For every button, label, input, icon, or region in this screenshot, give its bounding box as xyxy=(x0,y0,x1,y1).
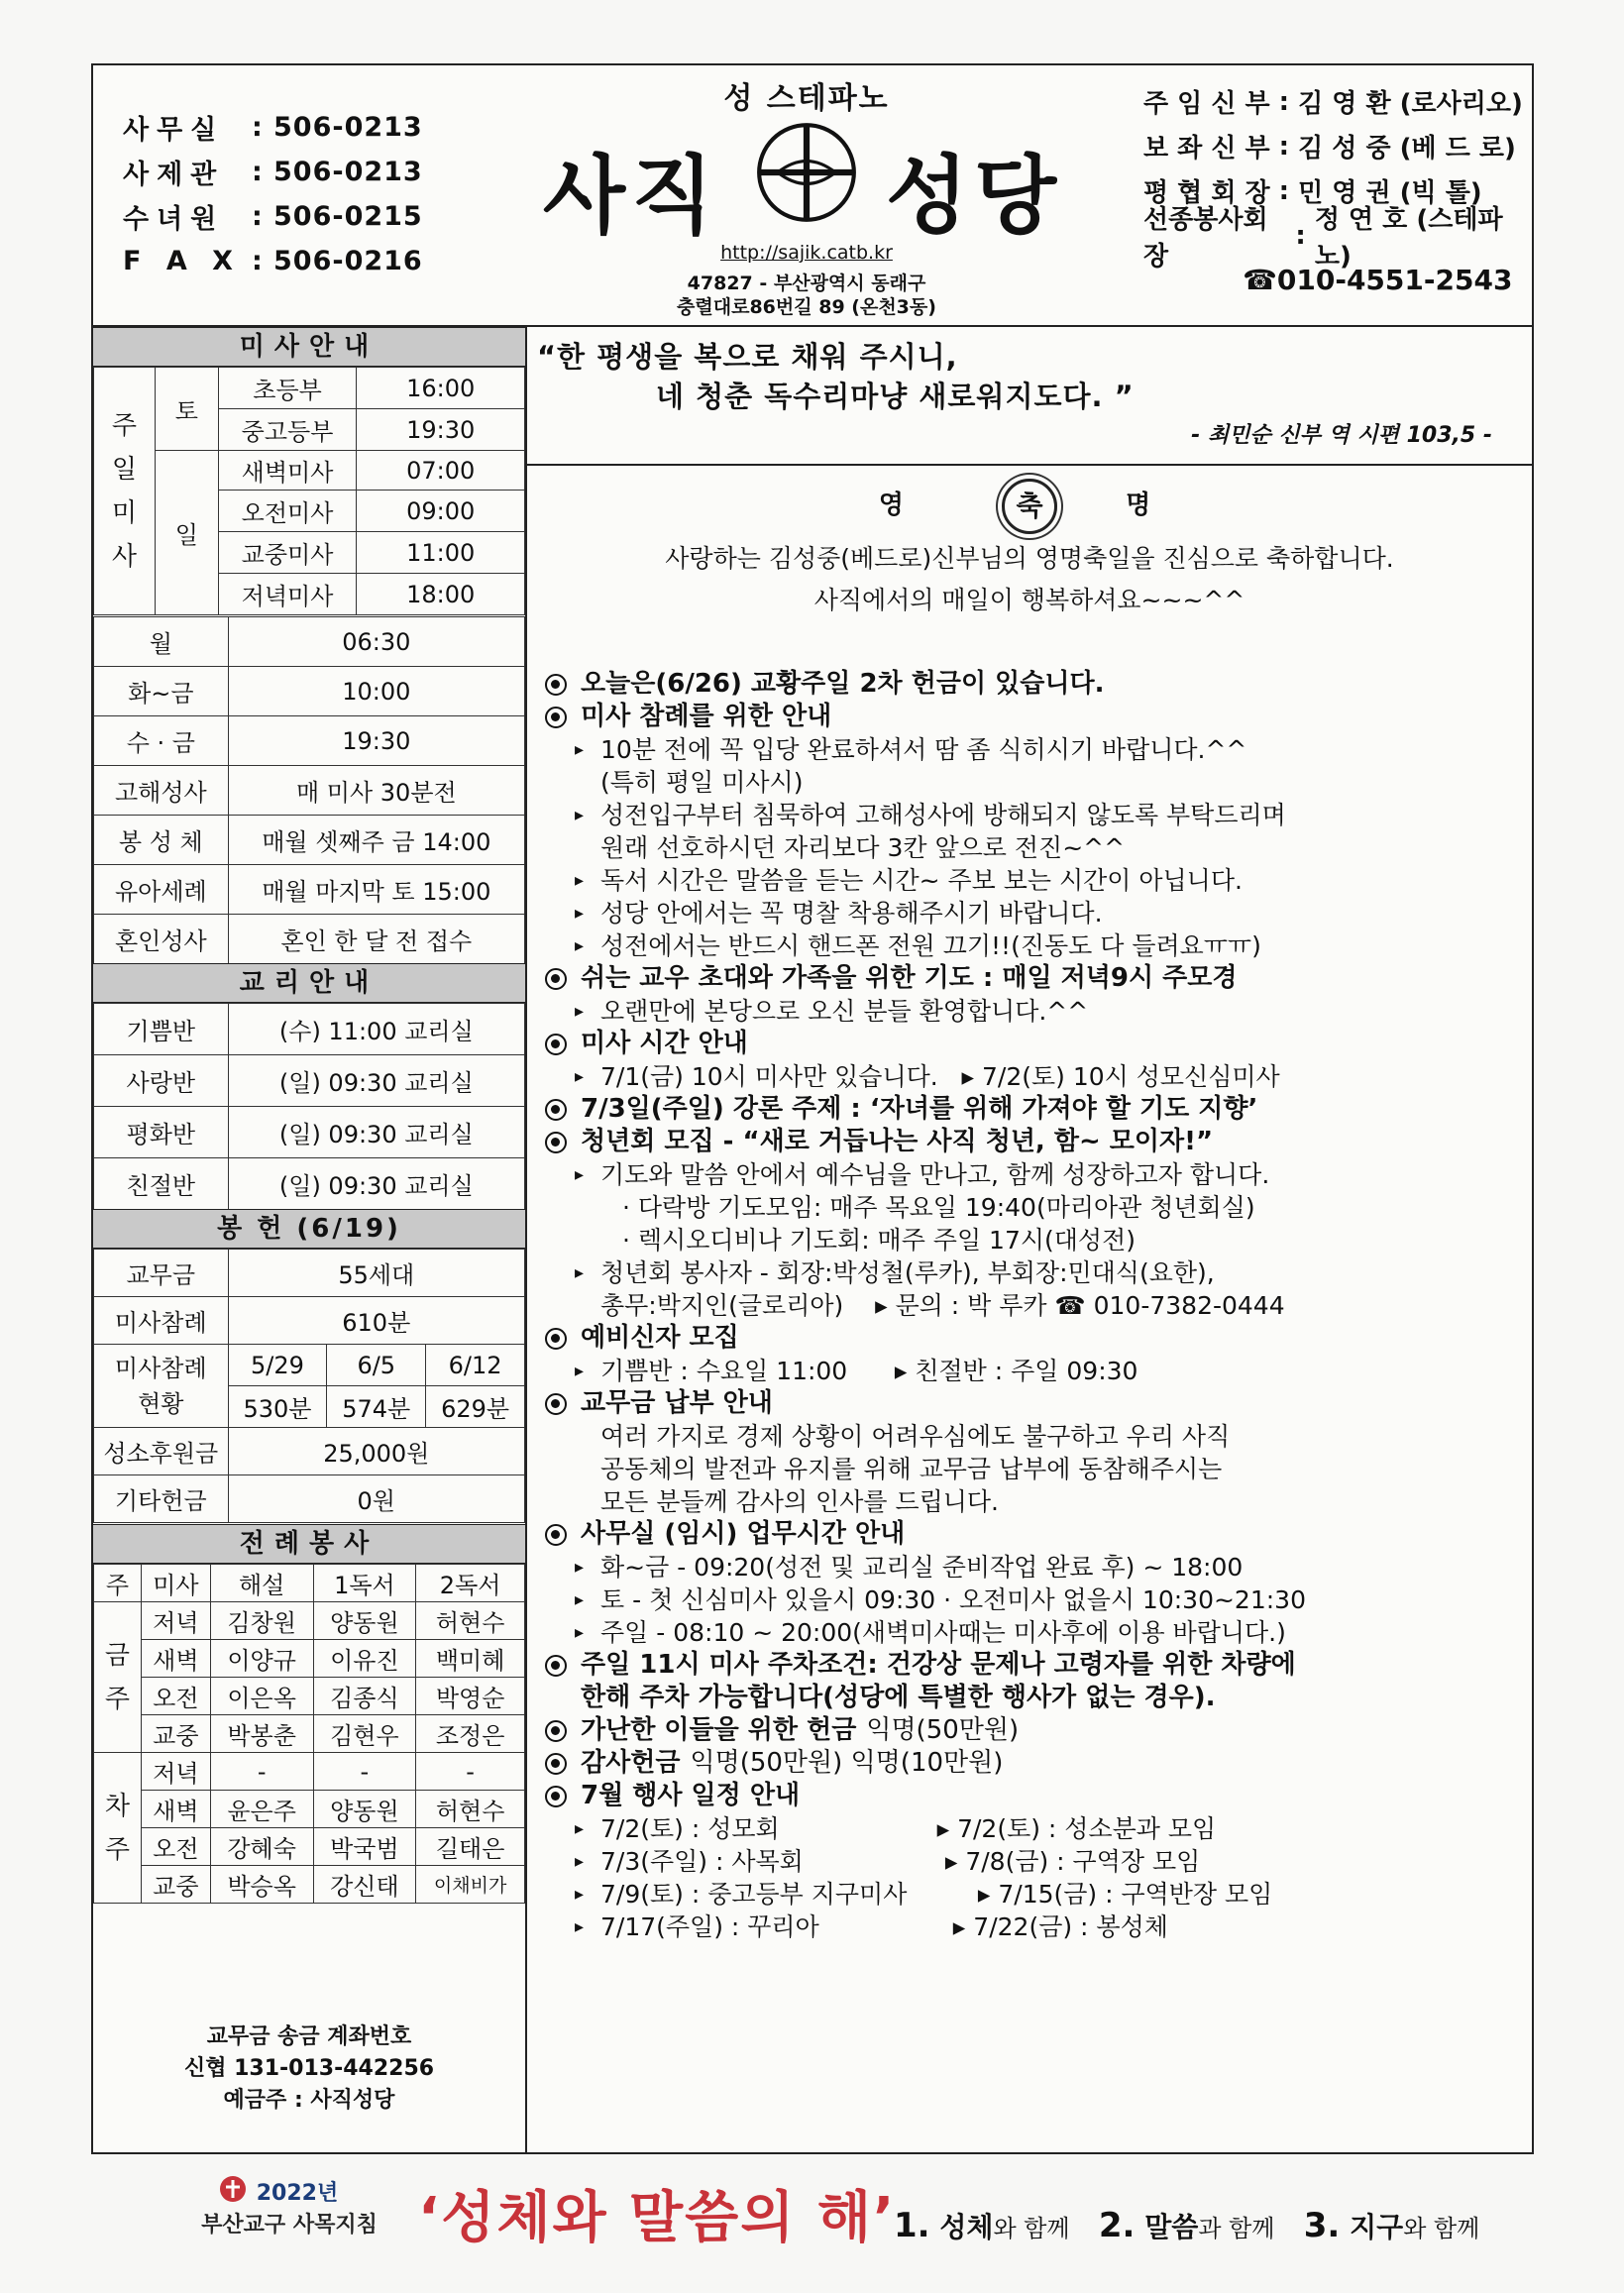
notice-heading xyxy=(541,1093,1522,1126)
notice-continuation xyxy=(541,1224,1522,1256)
arrow-icon: ▸ xyxy=(575,805,585,825)
staff-name: 민 영 권 (빅 톨) xyxy=(1298,178,1482,208)
notice-continuation xyxy=(541,1485,1522,1518)
contact-label: F A X xyxy=(123,246,241,276)
contact-value: 506-0215 xyxy=(273,201,423,232)
contact-row: 수녀원 : 506-0215 xyxy=(123,194,460,239)
pillar-suffix: 과 함께 xyxy=(1198,2215,1275,2242)
address-line: 47827 - 부산광역시 동래구 xyxy=(687,273,926,294)
class-time: (일) 09:30 교리실 xyxy=(228,1055,524,1107)
staff-name: 김 성 중 (베 드 로) xyxy=(1298,134,1516,164)
quote-line: “한 평생을 복으로 채워 주시니, xyxy=(537,340,958,374)
mass-name: 새벽미사 xyxy=(218,451,357,491)
bullet-icon xyxy=(545,1753,567,1775)
notice-heading xyxy=(541,1322,1522,1355)
mass-time: 19:30 xyxy=(357,409,525,451)
notice-item xyxy=(541,733,1522,766)
notice-heading xyxy=(541,1714,1522,1747)
liturgy-cell: 박봉춘 xyxy=(210,1715,313,1753)
liturgy-header: 해설 xyxy=(210,1565,313,1602)
arrow-icon: ▸ xyxy=(575,1361,585,1381)
bullet-icon xyxy=(545,1328,567,1350)
liturgy-cell: 김창원 xyxy=(210,1602,313,1640)
weekday-mass-table xyxy=(93,616,525,964)
contact-value: 506-0213 xyxy=(273,112,423,143)
liturgy-cell: 백미혜 xyxy=(416,1640,525,1678)
class-name: 친절반 xyxy=(94,1158,229,1210)
arrow-icon: ▸ xyxy=(575,1262,585,1283)
church-address xyxy=(489,272,1124,319)
liturgy-cell: - xyxy=(210,1753,313,1791)
catechism-table xyxy=(93,1003,525,1210)
liturgy-cell: 길태은 xyxy=(416,1828,525,1866)
footer-pillars xyxy=(894,2206,1479,2245)
weekday-time: 10:00 xyxy=(228,667,524,716)
notice-item xyxy=(541,1812,1522,1845)
liturgy-header: 주 xyxy=(94,1565,142,1602)
contact-value: 506-0213 xyxy=(273,157,423,187)
quote-source: - 최민순 신부 역 시편 103,5 - xyxy=(1191,423,1492,448)
saturday-label: 토 xyxy=(155,368,218,451)
liturgy-cell: - xyxy=(416,1753,525,1791)
bullet-icon xyxy=(545,1524,567,1546)
arrow-icon: ▸ xyxy=(575,1622,585,1643)
notice-heading xyxy=(541,1747,1522,1780)
class-name: 사랑반 xyxy=(94,1055,229,1107)
notice-text: 오랜만에 본당으로 오신 분들 환영합니다.^^ xyxy=(600,997,1089,1026)
notice-text: 토 - 첫 신심미사 있을시 09:30 · 오전미사 없을시 10:30~21:30 xyxy=(600,1585,1306,1614)
notice-item xyxy=(541,995,1522,1028)
notice-text: 청년회 모집 - “새로 거듭나는 사직 청년, 함~ 모이자!” xyxy=(581,1127,1214,1156)
staff-row: 선종봉사회장 : 정 연 호 (스테파노) xyxy=(1143,213,1530,258)
liturgy-cell: 교중 xyxy=(141,1715,210,1753)
footer-year: 2022년 xyxy=(256,2181,339,2206)
liturgy-cell: 박국범 xyxy=(313,1828,416,1866)
bank-line: 교무금 송금 계좌번호 xyxy=(206,2024,412,2049)
offering-value: 55세대 xyxy=(228,1250,524,1297)
liturgy-cell: 윤은주 xyxy=(210,1791,313,1828)
liturgy-cell: 허현수 xyxy=(416,1602,525,1640)
staff-role: 평 협 회 장 xyxy=(1143,178,1270,208)
weekday-label: 월 xyxy=(94,617,229,667)
arrow-icon: ▸ xyxy=(575,1851,585,1872)
liturgy-cell: 양동원 xyxy=(313,1791,416,1828)
notice-continuation xyxy=(541,766,1522,799)
notice-item xyxy=(541,1583,1522,1616)
notice-heading xyxy=(541,962,1522,995)
bullet-icon xyxy=(545,1393,567,1415)
staff-name: 정 연 호 (스테파노) xyxy=(1314,204,1503,272)
bullet-icon xyxy=(545,1034,567,1055)
notice-note: 익명(50만원) xyxy=(866,1715,1020,1745)
contact-row: 사제관 : 506-0213 xyxy=(123,150,460,194)
header xyxy=(93,65,1532,327)
staff-list xyxy=(1143,79,1530,302)
notice-item xyxy=(541,1911,1522,1943)
notice-continuation xyxy=(541,1420,1522,1453)
mass-time: 11:00 xyxy=(357,532,525,574)
arrow-icon: ▸ xyxy=(575,870,585,891)
attendance-count: 574분 xyxy=(327,1386,426,1428)
notice-item xyxy=(541,1878,1522,1911)
contact-label: 사무실 xyxy=(123,115,225,146)
church-subtitle: 성 스테파노 xyxy=(723,81,890,116)
offering-label: 교무금 xyxy=(94,1250,229,1297)
staff-row: 평 협 회 장 : 민 영 권 (빅 톨) xyxy=(1143,168,1530,213)
class-time: (일) 09:30 교리실 xyxy=(228,1107,524,1158)
arrow-icon: ▸ xyxy=(575,1589,585,1610)
liturgy-header: 미사 xyxy=(141,1565,210,1602)
contact-value: 506-0216 xyxy=(273,246,423,276)
right-column xyxy=(527,327,1532,2152)
liturgy-cell: 강혜숙 xyxy=(210,1828,313,1866)
notice-text: 총무:박지인(글로리아) ▸ 문의 : 박 루카 ☎ 010-7382-0444 xyxy=(600,1291,1285,1320)
notice-heading xyxy=(541,1780,1522,1812)
arrow-icon: ▸ xyxy=(575,903,585,924)
liturgy-cell: 이유진 xyxy=(313,1640,416,1678)
liturgy-cell: 새벽 xyxy=(141,1791,210,1828)
office-contacts xyxy=(123,105,460,283)
bullet-icon xyxy=(545,1099,567,1121)
pillar-word: 말씀 xyxy=(1144,2211,1199,2243)
pillar-number: 3. xyxy=(1303,2206,1341,2245)
contact-label: 수녀원 xyxy=(123,204,225,235)
notice-text: 주일 - 08:10 ~ 20:00(새벽미사때는 미사후에 이용 바랍니다.) xyxy=(600,1618,1286,1647)
bullet-icon xyxy=(545,1720,567,1742)
attendance-date: 6/12 xyxy=(426,1345,525,1386)
notice-text: 미사 시간 안내 xyxy=(581,1029,748,1058)
liturgy-cell: 오전 xyxy=(141,1828,210,1866)
contact-row: F A X : 506-0216 xyxy=(123,246,423,276)
notice-text: 원래 선호하시던 자리보다 3칸 앞으로 전진~^^ xyxy=(600,833,1126,862)
liturgy-section-title: 전례봉사 xyxy=(93,1524,525,1564)
notice-text: 7/2(토) : 성모회 ▸ 7/2(토) : 성소분과 모임 xyxy=(600,1814,1217,1843)
left-column xyxy=(93,327,527,2152)
mass-name: 저녁미사 xyxy=(218,574,357,615)
bullet-icon xyxy=(545,1786,567,1807)
quote-line: 네 청춘 독수리마냥 새로워지도다. ” xyxy=(656,380,1135,413)
arrow-icon: ▸ xyxy=(575,1884,585,1905)
arrow-icon: ▸ xyxy=(575,1164,585,1185)
notice-continuation xyxy=(541,831,1522,864)
mass-name: 초등부 xyxy=(218,368,357,409)
notice-continuation xyxy=(541,1191,1522,1224)
staff-role: 주 임 신 부 xyxy=(1143,89,1270,119)
weekday-label: 유아세례 xyxy=(94,865,229,915)
arrow-icon: ▸ xyxy=(575,1916,585,1937)
notice-text: 10분 전에 꼭 입당 완료하셔서 땀 좀 식히시기 바랍니다.^^ xyxy=(600,735,1247,764)
offering-table xyxy=(93,1249,525,1523)
notice-text: 여러 가지로 경제 상황이 어려우심에도 불구하고 우리 사직 xyxy=(600,1422,1231,1451)
notice-text: 교무금 납부 안내 xyxy=(581,1388,773,1418)
notice-heading xyxy=(541,701,1522,733)
notice-list xyxy=(541,668,1522,1943)
attendance-count: 530분 xyxy=(228,1386,327,1428)
mass-time: 16:00 xyxy=(357,368,525,409)
feast-title xyxy=(527,476,1532,535)
liturgy-cell: 조정은 xyxy=(416,1715,525,1753)
notice-text: · 렉시오디비나 기도회: 매주 주일 17시(대성전) xyxy=(622,1226,1136,1255)
notice-text: 주일 11시 미사 주차조건: 건강상 문제나 고령자를 위한 차량에 xyxy=(581,1650,1296,1680)
footer-banner xyxy=(91,2170,1534,2269)
offering-value: 25,000원 xyxy=(228,1428,524,1475)
notice-note: 익명(50만원) 익명(10만원) xyxy=(690,1748,1004,1778)
offering-value: 610분 xyxy=(228,1297,524,1345)
address-line: 충렬대로86번길 89 (온천3동) xyxy=(677,296,936,318)
attendance-status-label: 미사참례 현황 xyxy=(94,1345,229,1428)
bullet-icon xyxy=(545,968,567,990)
pillar-suffix: 와 함께 xyxy=(1403,2215,1480,2242)
attendance-count: 629분 xyxy=(426,1386,525,1428)
notice-item xyxy=(541,1551,1522,1583)
mass-time: 18:00 xyxy=(357,574,525,615)
next-week-label: 차주 xyxy=(94,1753,142,1904)
class-name: 평화반 xyxy=(94,1107,229,1158)
notice-item xyxy=(541,1845,1522,1878)
weekday-time: 혼인 한 달 전 접수 xyxy=(228,915,524,964)
notice-text: 성전입구부터 침묵하여 고해성사에 방해되지 않도록 부탁드리며 xyxy=(600,801,1286,829)
offering-section-title: 봉 헌 (6/19) xyxy=(93,1209,525,1249)
arrow-icon: ▸ xyxy=(575,1818,585,1839)
bank-account-info xyxy=(93,2021,525,2117)
bulletin-frame xyxy=(91,63,1534,2154)
notice-text: · 다락방 기도모임: 매주 목요일 19:40(마리아관 청년회실) xyxy=(622,1193,1255,1222)
liturgy-cell: 이은옥 xyxy=(210,1678,313,1715)
liturgy-service-table xyxy=(93,1564,525,1904)
feast-day-notice xyxy=(527,476,1532,616)
pillar-number: 1. xyxy=(894,2206,930,2245)
mass-name: 중고등부 xyxy=(218,409,357,451)
notice-text: 기도와 말씀 안에서 예수님을 만나고, 함께 성장하고자 합니다. xyxy=(600,1160,1270,1189)
class-time: (수) 11:00 교리실 xyxy=(228,1004,524,1055)
church-url-link[interactable]: http://sajik.catb.kr xyxy=(720,242,893,264)
notice-item xyxy=(541,929,1522,962)
contact-label: 사제관 xyxy=(123,160,225,190)
bullet-icon xyxy=(545,1132,567,1153)
liturgy-cell: 이양규 xyxy=(210,1640,313,1678)
liturgy-cell: 양동원 xyxy=(313,1602,416,1640)
offering-label: 미사참례 xyxy=(94,1297,229,1345)
liturgy-cell: 교중 xyxy=(141,1866,210,1904)
class-time: (일) 09:30 교리실 xyxy=(228,1158,524,1210)
notice-continuation xyxy=(541,1289,1522,1322)
liturgy-cell: 김현우 xyxy=(313,1715,416,1753)
notice-text: 미사 참례를 위한 안내 xyxy=(581,702,832,731)
bullet-icon xyxy=(545,1655,567,1677)
weekday-label: 혼인성사 xyxy=(94,915,229,964)
notice-item xyxy=(541,1616,1522,1649)
notice-text: 7/1(금) 10시 미사만 있습니다. ▸ 7/2(토) 10시 성모신심미사 xyxy=(600,1062,1280,1091)
offering-label: 성소후원금 xyxy=(94,1428,229,1475)
notice-heading xyxy=(541,668,1522,701)
offering-value: 0원 xyxy=(228,1475,524,1523)
notice-text: 화~금 - 09:20(성전 및 교리실 준비작업 완료 후) ~ 18:00 xyxy=(600,1553,1244,1582)
notice-text: 7/3(주일) : 사목회 ▸ 7/8(금) : 구역장 모임 xyxy=(600,1847,1201,1876)
notice-item xyxy=(541,1355,1522,1387)
class-name: 기쁨반 xyxy=(94,1004,229,1055)
liturgy-cell: 저녁 xyxy=(141,1753,210,1791)
feast-title-char: 영 xyxy=(878,491,933,520)
notice-item xyxy=(541,897,1522,929)
arrow-icon: ▸ xyxy=(575,1001,585,1022)
notice-text: 쉬는 교우 초대와 가족을 위한 기도 : 매일 저녁9시 주모경 xyxy=(581,963,1238,993)
mass-name: 오전미사 xyxy=(218,491,357,532)
weekday-label: 고해성사 xyxy=(94,766,229,816)
bank-account-number: 신협 131-013-442256 xyxy=(183,2056,435,2081)
celebration-badge-icon: 축 xyxy=(1002,479,1057,534)
feast-message: 사랑하는 김성중(베드로)신부님의 영명축일을 진심으로 축하합니다. xyxy=(665,544,1394,573)
catechism-section-title: 교리안내 xyxy=(93,963,525,1003)
arrow-icon: ▸ xyxy=(575,1557,585,1578)
notice-text: 7월 행사 일정 안내 xyxy=(581,1781,801,1810)
notice-text: 공동체의 발전과 유지를 위해 교무금 납부에 동참해주시는 xyxy=(600,1455,1223,1483)
mass-time: 09:00 xyxy=(357,491,525,532)
weekday-time: 매월 마지막 토 15:00 xyxy=(228,865,524,915)
notice-item xyxy=(541,864,1522,897)
liturgy-cell: 이채비가 xyxy=(416,1866,525,1904)
notice-heading xyxy=(541,1387,1522,1420)
liturgy-header: 1독서 xyxy=(313,1565,416,1602)
sunday-mass-label: 주일미사 xyxy=(94,368,156,615)
pillar-word: 성체 xyxy=(939,2211,994,2243)
staff-row: 주 임 신 부 : 김 영 환 (로사리오) xyxy=(1143,79,1530,124)
staff-role: 선종봉사회장 xyxy=(1143,204,1268,272)
notice-continuation xyxy=(541,1453,1522,1485)
notice-text: 성당 안에서는 꼭 명찰 착용해주시기 바랍니다. xyxy=(600,899,1103,928)
liturgy-cell: 허현수 xyxy=(416,1791,525,1828)
arrow-icon: ▸ xyxy=(575,1066,585,1087)
staff-name: 김 영 환 (로사리오) xyxy=(1298,89,1523,119)
liturgy-cell: 박승옥 xyxy=(210,1866,313,1904)
notice-heading xyxy=(541,1682,1522,1714)
notice-text: 청년회 봉사자 - 회장:박성철(루카), 부회장:민대식(요한), xyxy=(600,1258,1215,1287)
church-title-right: 성당 xyxy=(886,147,1063,246)
sunday-label: 일 xyxy=(155,451,218,615)
notice-text: 7/17(주일) : 꾸리아 ▸ 7/22(금) : 봉성체 xyxy=(600,1912,1168,1941)
notice-text: 오늘은(6/26) 교황주일 2차 헌금이 있습니다. xyxy=(581,669,1105,699)
pillar-suffix: 와 함께 xyxy=(993,2215,1070,2242)
notice-text: 사무실 (임시) 업무시간 안내 xyxy=(581,1519,906,1549)
notice-text: 모든 분들께 감사의 인사를 드립니다. xyxy=(600,1487,999,1516)
mass-time: 07:00 xyxy=(357,451,525,491)
attendance-date: 5/29 xyxy=(228,1345,327,1386)
notice-item xyxy=(541,1060,1522,1093)
notice-heading xyxy=(541,1028,1522,1060)
pillar-number: 2. xyxy=(1098,2206,1136,2245)
weekday-label: 봉 성 체 xyxy=(94,816,229,865)
notice-item xyxy=(541,799,1522,831)
weekday-time: 19:30 xyxy=(228,716,524,766)
notice-text: 예비신자 모집 xyxy=(581,1323,739,1353)
arrow-icon: ▸ xyxy=(575,935,585,956)
pillar-word: 지구 xyxy=(1350,2211,1404,2243)
notice-item xyxy=(541,1256,1522,1289)
footer-org: 부산교구 사목지침 xyxy=(201,2213,378,2238)
liturgy-header: 2독서 xyxy=(416,1565,525,1602)
church-cross-logo-icon xyxy=(755,121,858,224)
notice-text: 7/9(토) : 중고등부 지구미사 ▸ 7/15(금) : 구역반장 모임 xyxy=(600,1880,1273,1909)
notice-text: 독서 시간은 말씀을 듣는 시간~ 주보 보는 시간이 아닙니다. xyxy=(600,866,1243,895)
staff-role: 보 좌 신 부 xyxy=(1143,134,1270,164)
notice-item xyxy=(541,1158,1522,1191)
notice-text: (특히 평일 미사시) xyxy=(600,768,804,797)
this-week-label: 금주 xyxy=(94,1602,142,1753)
church-title-block xyxy=(489,65,1124,323)
notice-heading xyxy=(541,1649,1522,1682)
liturgy-cell: 저녁 xyxy=(141,1602,210,1640)
notice-text: 성전에서는 반드시 핸드폰 전원 끄기!!(진동도 다 들려요ㅠㅠ) xyxy=(600,931,1261,960)
mass-section-title: 미사안내 xyxy=(93,327,525,367)
bank-holder: 예금주 : 사직성당 xyxy=(223,2088,395,2113)
footer-slogan: ‘성체와 말씀의 해’ xyxy=(418,2186,897,2250)
feast-title-char: 명 xyxy=(1126,491,1181,520)
arrow-icon: ▸ xyxy=(575,739,585,760)
mass-name: 교중미사 xyxy=(218,532,357,574)
weekday-time: 매월 셋째주 금 14:00 xyxy=(228,816,524,865)
staff-row: 보 좌 신 부 : 김 성 중 (베 드 로) xyxy=(1143,124,1530,168)
liturgy-cell: 오전 xyxy=(141,1678,210,1715)
scripture-quote xyxy=(527,327,1532,466)
weekday-label: 수 · 금 xyxy=(94,716,229,766)
liturgy-cell: 박영순 xyxy=(416,1678,525,1715)
bullet-icon xyxy=(545,674,567,696)
liturgy-cell: 새벽 xyxy=(141,1640,210,1678)
notice-text: 한해 주차 가능합니다(성당에 특별한 행사가 없는 경우). xyxy=(581,1683,1216,1712)
notice-heading xyxy=(541,1126,1522,1158)
offering-label: 기타헌금 xyxy=(94,1475,229,1523)
church-title-left: 사직 xyxy=(543,147,720,246)
mass-schedule-table xyxy=(93,367,525,615)
liturgy-cell: - xyxy=(313,1753,416,1791)
notice-text: 기쁨반 : 수요일 11:00 ▸ 친절반 : 주일 09:30 xyxy=(600,1357,1138,1385)
notice-text: 가난한 이들을 위한 헌금 xyxy=(581,1715,857,1745)
bullet-icon xyxy=(545,707,567,728)
notice-text: 7/3일(주일) 강론 주제 : ‘자녀를 위해 가져야 할 기도 지향’ xyxy=(581,1094,1258,1124)
feast-message: 사직에서의 매일이 행복하셔요~~~^^ xyxy=(813,586,1245,614)
contact-phone: ☎010-4551-2543 xyxy=(1243,264,1513,296)
contact-row: 사무실 : 506-0213 xyxy=(123,105,460,150)
notice-heading xyxy=(541,1518,1522,1551)
weekday-label: 화~금 xyxy=(94,667,229,716)
notice-text: 감사헌금 xyxy=(581,1748,681,1778)
liturgy-cell: 강신태 xyxy=(313,1866,416,1904)
liturgy-cell: 김종식 xyxy=(313,1678,416,1715)
attendance-date: 6/5 xyxy=(327,1345,426,1386)
weekday-time: 매 미사 30분전 xyxy=(228,766,524,816)
weekday-time: 06:30 xyxy=(228,617,524,667)
